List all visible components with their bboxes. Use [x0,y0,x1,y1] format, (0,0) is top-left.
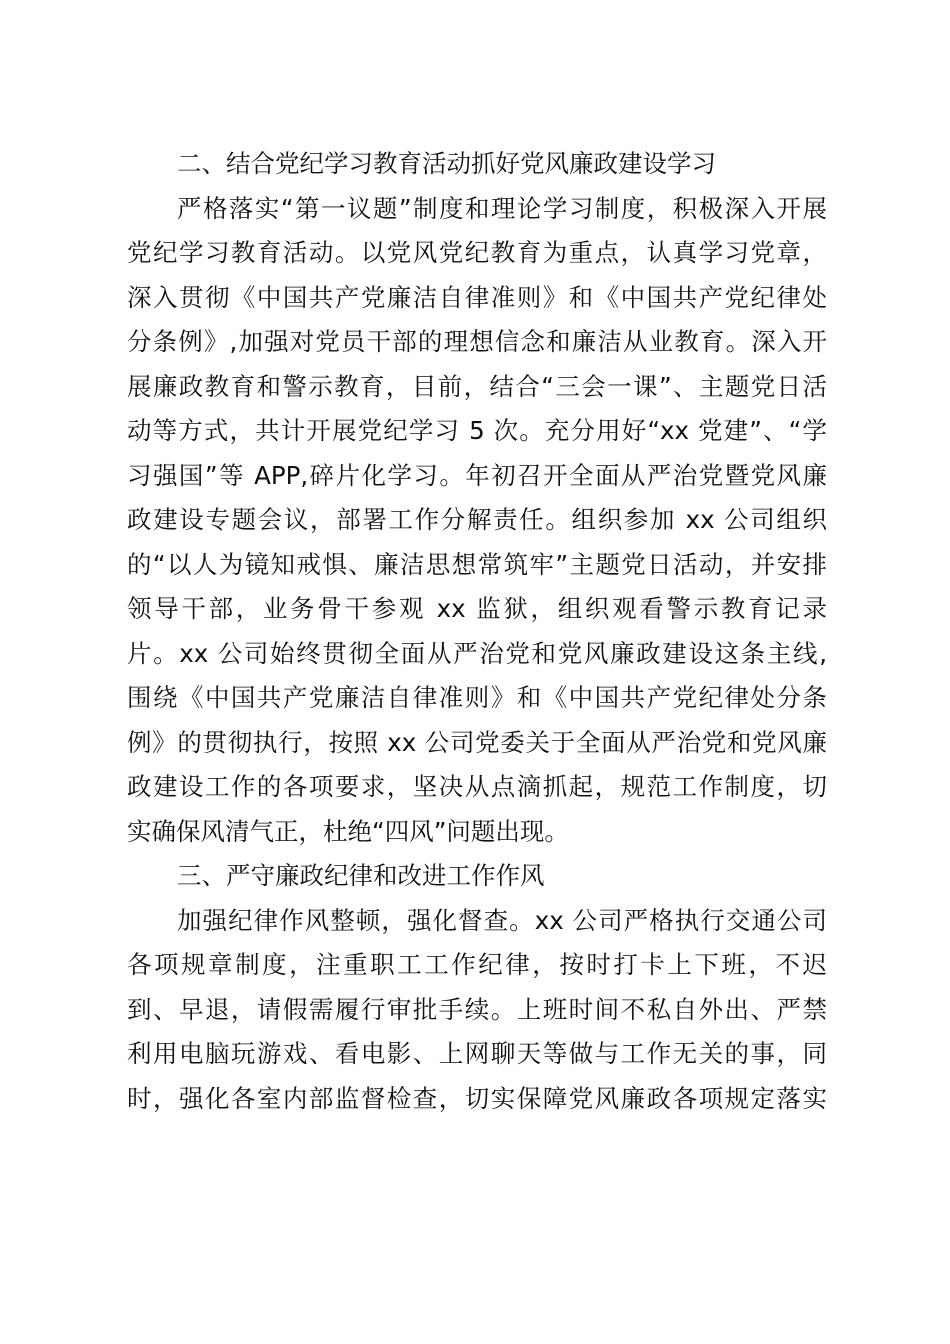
paragraph-line: 政建设工作的各项要求，坚决从点滴抓起，规范工作制度，切 [127,772,827,801]
section-2-heading: 二、结合党纪学习教育活动抓好党风廉政建设学习 [177,149,716,178]
paragraph-line: 围绕《中国共产党廉洁自律准则》和《中国共产党纪律处分条 [127,683,827,712]
paragraph-line: 加强纪律作风整顿，强化督查。xx 公司严格执行交通公司 [177,905,827,935]
paragraph-line: 各项规章制度，注重职工工作纪律，按时打卡上下班，不迟 [127,950,827,979]
paragraph-line: 展廉政教育和警示教育，目前，结合“三会一课”、主题党日活 [127,371,827,401]
paragraph-line: 深入贯彻《中国共产党廉洁自律准则》和《中国共产党纪律处 [127,282,827,312]
section-3-heading: 三、严守廉政纪律和改进工作作风 [177,861,545,890]
paragraph-line: 政建设专题会议，部署工作分解责任。组织参加 xx 公司组织 [127,505,827,534]
paragraph-line: 例》的贯彻执行，按照 xx 公司党委关于全面从严治党和党风廉 [127,727,827,757]
section-2-paragraph [127,187,827,855]
paragraph-line: 党纪学习教育活动。以党风党纪教育为重点，认真学习党章， [127,238,827,267]
paragraph-line: 领导干部，业务骨干参观 xx 监狱，组织观看警示教育记录 [127,594,827,623]
document-body [127,142,827,1121]
paragraph-line: 严格落实“第一议题”制度和理论学习制度，积极深入开展 [177,193,827,223]
paragraph-line: 分条例》,加强对党员干部的理想信念和廉洁从业教育。深入开 [127,327,827,356]
paragraph-line: 的“以人为镜知戒惧、廉洁思想常筑牢”主题党日活动，并安排 [127,549,827,579]
paragraph-line: 片。xx 公司始终贯彻全面从严治党和党风廉政建设这条主线, [127,638,827,668]
paragraph-line: 到、早退，请假需履行审批手续。上班时间不私自外出、严禁 [127,994,827,1024]
paragraph-line: 时，强化各室内部监督检查，切实保障党风廉政各项规定落实 [127,1083,827,1113]
paragraph-line: 习强国”等 APP,碎片化学习。年初召开全面从严治党暨党风廉 [127,460,827,490]
paragraph-line: 实确保风清气正，杜绝“四风”问题出现。 [127,816,569,846]
paragraph-line: 动等方式，共计开展党纪学习 5 次。充分用好“xx 党建”、“学 [127,416,827,445]
paragraph-line: 利用电脑玩游戏、看电影、上网聊天等做与工作无关的事，同 [127,1039,827,1068]
section-3-paragraph [127,899,827,1122]
